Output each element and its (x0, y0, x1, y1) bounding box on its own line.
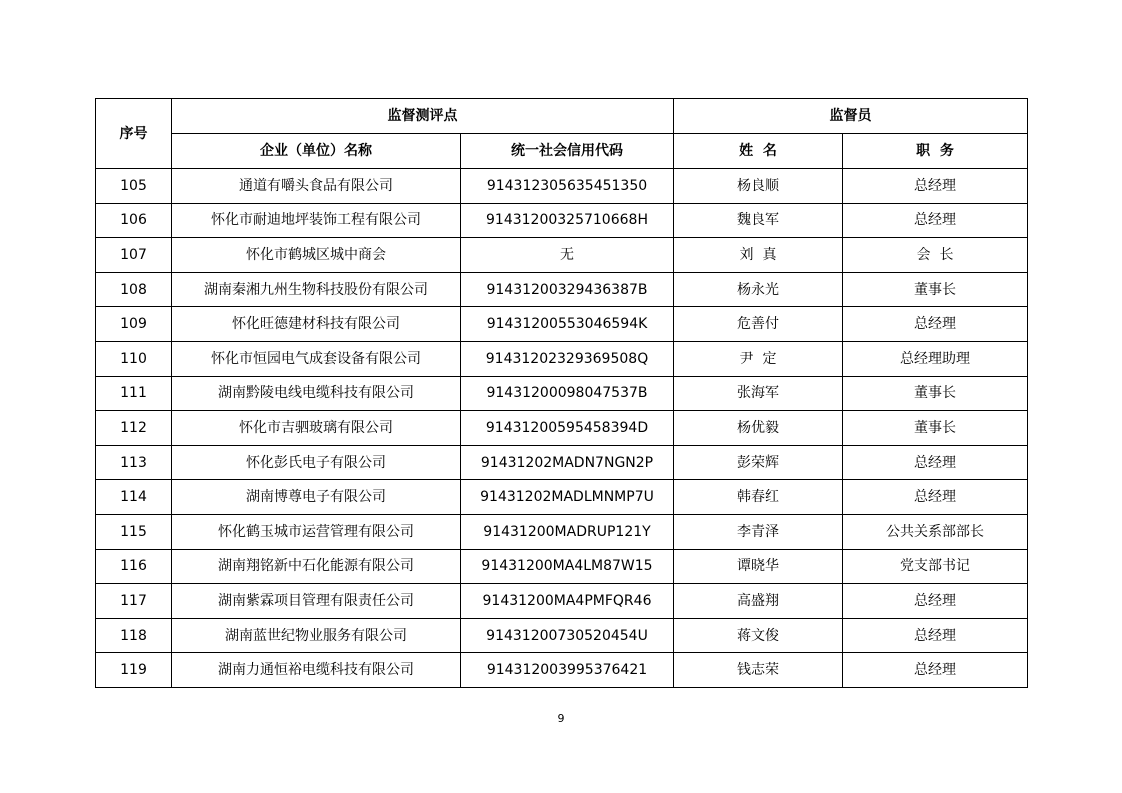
cell-company: 怀化市耐迪地坪装饰工程有限公司 (172, 203, 461, 238)
cell-seq: 109 (96, 307, 172, 342)
cell-seq: 108 (96, 272, 172, 307)
cell-name: 杨永光 (674, 272, 843, 307)
cell-seq: 110 (96, 341, 172, 376)
header-credit-code: 统一社会信用代码 (461, 134, 674, 169)
cell-seq: 117 (96, 584, 172, 619)
cell-credit-code: 91431200MA4LM87W15 (461, 549, 674, 584)
cell-credit-code: 914312305635451350 (461, 169, 674, 204)
cell-name: 蒋文俊 (674, 618, 843, 653)
cell-position: 总经理 (843, 584, 1028, 619)
cell-company: 怀化旺德建材科技有限公司 (172, 307, 461, 342)
header-company-name: 企业（单位）名称 (172, 134, 461, 169)
header-row-sub (96, 134, 1028, 169)
cell-company: 湖南紫霖项目管理有限责任公司 (172, 584, 461, 619)
cell-credit-code: 91431200325710668H (461, 203, 674, 238)
cell-name: 刘 真 (674, 238, 843, 273)
cell-company: 怀化市恒园电气成套设备有限公司 (172, 341, 461, 376)
cell-position: 会 长 (843, 238, 1028, 273)
header-group-supervisor: 监督员 (674, 99, 1028, 134)
cell-company: 怀化市鹤城区城中商会 (172, 238, 461, 273)
table-row (96, 341, 1028, 376)
cell-credit-code: 91431202MADN7NGN2P (461, 445, 674, 480)
cell-position: 总经理 (843, 307, 1028, 342)
cell-position: 总经理 (843, 203, 1028, 238)
table-row (96, 653, 1028, 688)
cell-seq: 116 (96, 549, 172, 584)
cell-position: 总经理 (843, 480, 1028, 515)
cell-seq: 118 (96, 618, 172, 653)
cell-name: 杨良顺 (674, 169, 843, 204)
cell-name: 尹 定 (674, 341, 843, 376)
cell-position: 公共关系部部长 (843, 514, 1028, 549)
cell-position: 总经理 (843, 445, 1028, 480)
cell-position: 董事长 (843, 411, 1028, 446)
cell-company: 湖南秦湘九州生物科技股份有限公司 (172, 272, 461, 307)
cell-name: 谭晓华 (674, 549, 843, 584)
cell-company: 湖南黔陵电线电缆科技有限公司 (172, 376, 461, 411)
cell-seq: 113 (96, 445, 172, 480)
cell-credit-code: 91431200MADRUP121Y (461, 514, 674, 549)
cell-seq: 111 (96, 376, 172, 411)
cell-seq: 106 (96, 203, 172, 238)
cell-name: 张海军 (674, 376, 843, 411)
header-name: 姓 名 (674, 134, 843, 169)
cell-seq: 112 (96, 411, 172, 446)
cell-name: 李青泽 (674, 514, 843, 549)
cell-seq: 115 (96, 514, 172, 549)
cell-credit-code: 91431200098047537B (461, 376, 674, 411)
header-row-top (96, 99, 1028, 134)
header-group-point: 监督测评点 (172, 99, 674, 134)
cell-credit-code: 91431200595458394D (461, 411, 674, 446)
cell-position: 总经理 (843, 618, 1028, 653)
cell-company: 湖南翔铭新中石化能源有限公司 (172, 549, 461, 584)
cell-company: 怀化市吉驷玻璃有限公司 (172, 411, 461, 446)
table-row (96, 480, 1028, 515)
cell-name: 魏良军 (674, 203, 843, 238)
cell-company: 怀化彭氏电子有限公司 (172, 445, 461, 480)
header-position: 职 务 (843, 134, 1028, 169)
table-row (96, 514, 1028, 549)
cell-position: 总经理 (843, 653, 1028, 688)
cell-name: 彭荣辉 (674, 445, 843, 480)
cell-credit-code: 91431202MADLMNMP7U (461, 480, 674, 515)
cell-credit-code: 91431200MA4PMFQR46 (461, 584, 674, 619)
cell-credit-code: 91431200329436387B (461, 272, 674, 307)
cell-seq: 114 (96, 480, 172, 515)
cell-position: 总经理助理 (843, 341, 1028, 376)
page-number: 9 (557, 712, 565, 725)
table-row (96, 203, 1028, 238)
cell-position: 总经理 (843, 169, 1028, 204)
header-seq: 序号 (96, 99, 172, 169)
table-row (96, 376, 1028, 411)
table-row (96, 618, 1028, 653)
cell-position: 党支部书记 (843, 549, 1028, 584)
cell-company: 湖南蓝世纪物业服务有限公司 (172, 618, 461, 653)
table-row (96, 238, 1028, 273)
table-row (96, 549, 1028, 584)
table-row (96, 445, 1028, 480)
cell-credit-code: 91431200553046594K (461, 307, 674, 342)
cell-name: 危善付 (674, 307, 843, 342)
table-row (96, 169, 1028, 204)
cell-name: 韩春红 (674, 480, 843, 515)
cell-position: 董事长 (843, 272, 1028, 307)
cell-company: 通道有嚼头食品有限公司 (172, 169, 461, 204)
cell-credit-code: 无 (461, 238, 674, 273)
cell-name: 杨优毅 (674, 411, 843, 446)
table-row (96, 584, 1028, 619)
cell-company: 怀化鹤玉城市运营管理有限公司 (172, 514, 461, 549)
table-row (96, 411, 1028, 446)
cell-company: 湖南博尊电子有限公司 (172, 480, 461, 515)
cell-seq: 119 (96, 653, 172, 688)
cell-name: 钱志荣 (674, 653, 843, 688)
cell-credit-code: 91431200730520454U (461, 618, 674, 653)
cell-position: 董事长 (843, 376, 1028, 411)
cell-credit-code: 91431202329369508Q (461, 341, 674, 376)
table-row (96, 272, 1028, 307)
cell-seq: 105 (96, 169, 172, 204)
supervisor-table (95, 98, 1028, 688)
table-row (96, 307, 1028, 342)
cell-company: 湖南力通恒裕电缆科技有限公司 (172, 653, 461, 688)
cell-name: 高盛翔 (674, 584, 843, 619)
cell-credit-code: 914312003995376421 (461, 653, 674, 688)
cell-seq: 107 (96, 238, 172, 273)
